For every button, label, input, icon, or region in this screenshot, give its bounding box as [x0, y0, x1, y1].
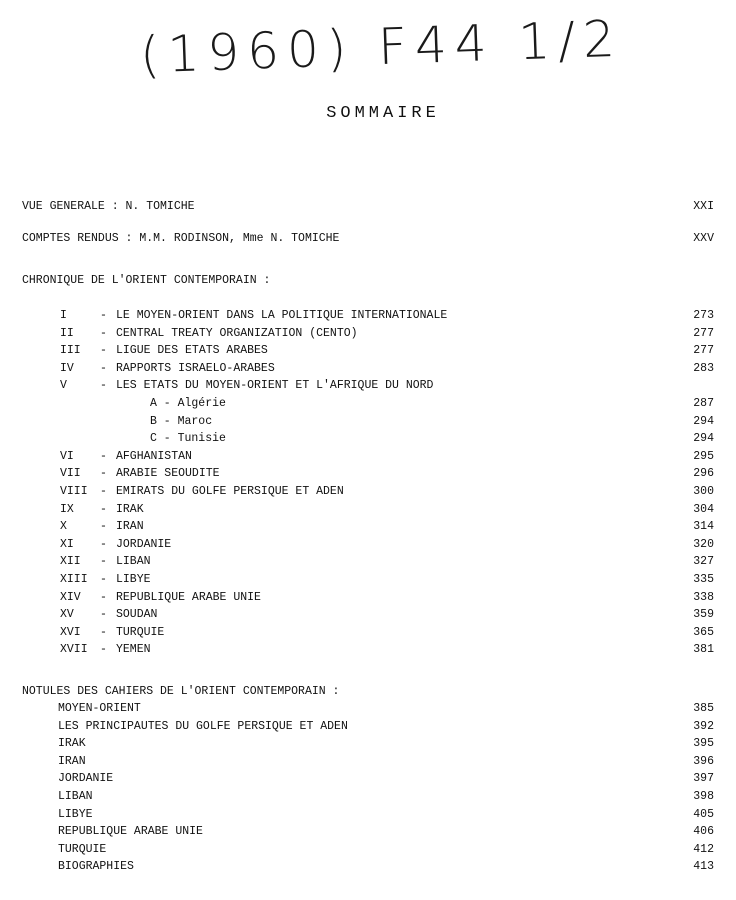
- separator-dash: -: [100, 326, 107, 340]
- toc-entry: [0, 606, 736, 624]
- toc-entry: [0, 735, 736, 753]
- chapter-title: LIGUE DES ETATS ARABES: [116, 344, 268, 358]
- page-number: 287: [693, 397, 714, 410]
- notule-title: MOYEN-ORIENT: [58, 702, 141, 715]
- notule-title: BIOGRAPHIES: [58, 860, 134, 874]
- separator-dash: -: [100, 608, 107, 622]
- toc-entry: [0, 700, 736, 718]
- toc-entry: [0, 753, 736, 771]
- entry-label: VUE GENERALE : N. TOMICHE: [22, 200, 195, 213]
- toc-entry: [0, 641, 736, 659]
- separator-dash: -: [100, 361, 107, 375]
- subsection-title: A - Algérie: [150, 397, 226, 410]
- chapter-title: TURQUIE: [116, 625, 165, 639]
- chapter-number: XIV: [60, 590, 81, 604]
- chapter-number: XV: [60, 608, 74, 622]
- chapter-title: LES ETATS DU MOYEN-ORIENT ET L'AFRIQUE DU NORD: [116, 379, 434, 393]
- separator-dash: -: [100, 555, 107, 569]
- chapter-number: VII: [60, 467, 81, 481]
- page-number: 397: [693, 772, 714, 786]
- page-number: 335: [693, 573, 714, 586]
- page-number: 295: [693, 449, 714, 463]
- chapter-number: IV: [60, 361, 74, 375]
- page-number: 294: [693, 432, 714, 446]
- chapter-title: LIBAN: [116, 555, 151, 569]
- page-number: XXV: [693, 232, 714, 245]
- toc-entry: [0, 571, 736, 589]
- chapter-number: XII: [60, 555, 81, 569]
- chapter-title: ARABIE SEOUDITE: [116, 467, 220, 481]
- chapter-number: XVI: [60, 625, 81, 639]
- page-number: 405: [693, 807, 714, 821]
- page-number: 283: [693, 361, 714, 375]
- separator-dash: -: [100, 537, 107, 551]
- toc-entry: [0, 788, 736, 806]
- separator-dash: -: [100, 309, 107, 322]
- page-number: 294: [693, 414, 714, 428]
- page-number: 398: [693, 790, 714, 803]
- page-number: 338: [693, 590, 714, 604]
- page-number: 304: [693, 502, 714, 516]
- separator-dash: -: [100, 485, 107, 498]
- chapter-number: V: [60, 379, 67, 393]
- page-number: 320: [693, 537, 714, 551]
- chapter-number: II: [60, 326, 74, 340]
- separator-dash: -: [100, 573, 107, 586]
- toc-entry: [0, 342, 736, 360]
- separator-dash: -: [100, 344, 107, 358]
- toc-entry: [0, 465, 736, 483]
- toc-entry: [0, 483, 736, 501]
- chapter-title: JORDANIE: [116, 537, 172, 551]
- notule-title: IRAK: [58, 737, 86, 751]
- toc-entry: [0, 501, 736, 519]
- toc-entry: [0, 536, 736, 554]
- toc-entry: [0, 325, 736, 343]
- notule-title: IRAN: [58, 754, 86, 768]
- chapter-number: III: [60, 344, 81, 358]
- toc-entry: [0, 770, 736, 788]
- chapter-title: YEMEN: [116, 643, 151, 657]
- toc-entry: [0, 518, 736, 536]
- toc-entry: [0, 430, 736, 448]
- page-number: 392: [693, 719, 714, 733]
- chapter-title: IRAK: [116, 502, 144, 516]
- entry-label: COMPTES RENDUS : M.M. RODINSON, Mme N. TOMICHE: [22, 232, 340, 245]
- toc-entry: [0, 823, 736, 841]
- chapter-number: XIII: [60, 573, 88, 586]
- page-number: 277: [693, 344, 714, 358]
- page-number: 385: [693, 702, 714, 715]
- chapter-title: LIBYE: [116, 573, 151, 586]
- notule-title: JORDANIE: [58, 772, 114, 786]
- page-number: 406: [693, 825, 714, 839]
- toc-entry: [0, 395, 736, 413]
- toc-entry: [0, 198, 736, 216]
- page-number: 396: [693, 754, 714, 768]
- chapter-number: X: [60, 520, 67, 534]
- toc-entry: [0, 307, 736, 325]
- chapter-title: SOUDAN: [116, 608, 158, 622]
- page-number: 395: [693, 737, 714, 751]
- separator-dash: -: [100, 467, 107, 481]
- toc-entry: [0, 858, 736, 876]
- subsection-title: C - Tunisie: [150, 432, 226, 446]
- chapter-title: REPUBLIQUE ARABE UNIE: [116, 590, 261, 604]
- separator-dash: -: [100, 449, 107, 463]
- notules-heading: NOTULES DES CAHIERS DE L'ORIENT CONTEMPORAIN :: [22, 685, 340, 698]
- notule-title: REPUBLIQUE ARABE UNIE: [58, 825, 203, 839]
- toc-entry: [0, 806, 736, 824]
- separator-dash: -: [100, 590, 107, 604]
- page-number: XXI: [693, 200, 714, 213]
- toc-entry: [0, 841, 736, 859]
- chapter-title: CENTRAL TREATY ORGANIZATION (CENTO): [116, 326, 358, 340]
- chapter-title: LE MOYEN-ORIENT DANS LA POLITIQUE INTERNATIONALE: [116, 309, 448, 322]
- page-number: 314: [693, 520, 714, 534]
- page-number: 365: [693, 625, 714, 639]
- toc-entry: [0, 360, 736, 378]
- toc-entry: [0, 230, 736, 248]
- page-number: 296: [693, 467, 714, 481]
- separator-dash: -: [100, 502, 107, 516]
- separator-dash: -: [100, 643, 107, 657]
- chapter-number: XI: [60, 537, 74, 551]
- page-number: 327: [693, 555, 714, 569]
- chapter-number: XVII: [60, 643, 88, 657]
- separator-dash: -: [100, 520, 107, 534]
- page-number: 412: [693, 842, 714, 856]
- subsection-title: B - Maroc: [150, 414, 213, 428]
- page-number: 273: [693, 309, 714, 322]
- chapter-title: EMIRATS DU GOLFE PERSIQUE ET ADEN: [116, 485, 344, 498]
- notule-title: LIBYE: [58, 807, 93, 821]
- handwritten-reference: (1960) F44 1/2: [139, 9, 624, 85]
- notule-title: LES PRINCIPAUTES DU GOLFE PERSIQUE ET ADEN: [58, 719, 348, 733]
- chapter-number: VI: [60, 449, 74, 463]
- toc-entry: [0, 624, 736, 642]
- page-title: SOMMAIRE: [326, 104, 440, 123]
- page-number: 359: [693, 608, 714, 622]
- toc-entry: [0, 448, 736, 466]
- page-number: 300: [693, 485, 714, 498]
- toc-entry: [0, 377, 736, 395]
- section-heading: [0, 683, 736, 701]
- page-number: 277: [693, 326, 714, 340]
- chapter-number: VIII: [60, 485, 88, 498]
- chronique-heading: CHRONIQUE DE L'ORIENT CONTEMPORAIN :: [22, 274, 271, 287]
- toc-entry: [0, 718, 736, 736]
- toc-entry: [0, 553, 736, 571]
- toc-entry: [0, 589, 736, 607]
- separator-dash: -: [100, 379, 107, 393]
- toc-entry: [0, 413, 736, 431]
- page-number: 381: [693, 643, 714, 657]
- separator-dash: -: [100, 625, 107, 639]
- page-number: 413: [693, 860, 714, 874]
- chapter-title: IRAN: [116, 520, 144, 534]
- notule-title: TURQUIE: [58, 842, 107, 856]
- chapter-title: AFGHANISTAN: [116, 449, 192, 463]
- chapter-title: RAPPORTS ISRAELO-ARABES: [116, 361, 275, 375]
- chapter-number: I: [60, 309, 67, 322]
- section-heading: [0, 272, 736, 290]
- chapter-number: IX: [60, 502, 74, 516]
- notule-title: LIBAN: [58, 790, 93, 803]
